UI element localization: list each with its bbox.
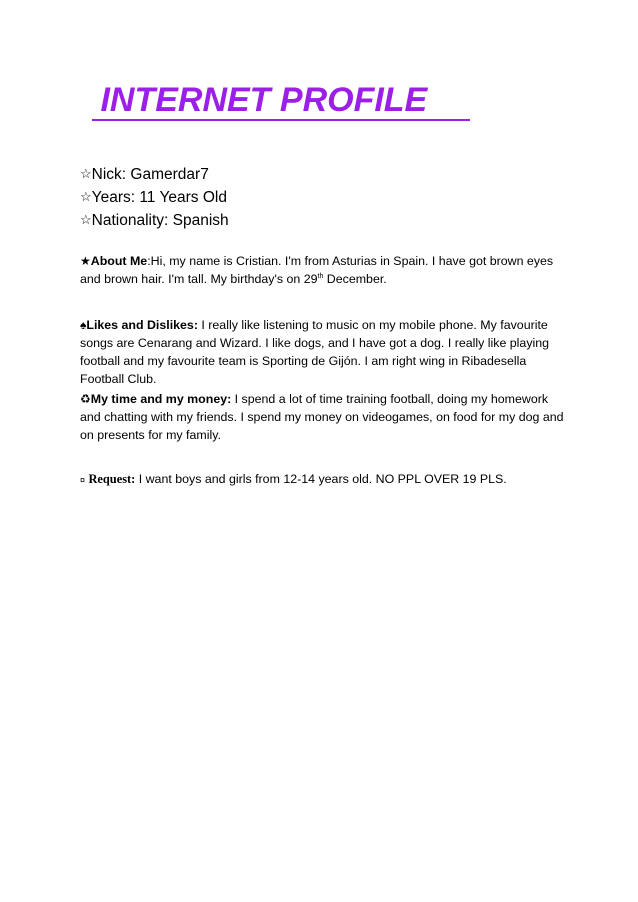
page-title: INTERNET PROFILE	[91, 81, 428, 119]
fact-label: Years:	[91, 189, 136, 206]
likes-dislikes-text: I really like listening to music on my mobile phone. My favourite songs are Cenarang and Wizard. I like dogs, and I have got a dog. I really like playing football and my favourite team is Sporting de Gijón. I am right wing in Ribadesella Football Club.	[80, 318, 550, 386]
request-text: I want boys and girls from 12-14 years old. NO PPL OVER 19 PLS.	[135, 472, 507, 486]
time-money-text: I spend a lot of time training football, doing my homework and chatting with my friends. I spend my money on videogames, on food for my dog and on presents for my family.	[80, 392, 564, 442]
fact-value: 11 Years Old	[135, 189, 227, 206]
star-outline-icon: ☆	[80, 166, 92, 181]
fact-value: Spanish	[168, 212, 229, 229]
profile-facts	[80, 163, 229, 232]
fact-nick	[80, 163, 229, 186]
ordinal-suffix: th	[317, 272, 324, 280]
fact-value: Gamerdar7	[126, 166, 209, 183]
likes-dislikes-heading: Likes and Dislikes:	[86, 318, 198, 332]
likes-dislikes-paragraph	[80, 316, 570, 388]
about-me-heading: About Me	[90, 254, 148, 268]
fact-years	[80, 186, 229, 209]
fact-nationality	[80, 209, 229, 232]
about-me-text-end: December.	[323, 272, 387, 286]
time-money-paragraph	[80, 390, 570, 444]
fact-label: Nick:	[91, 166, 127, 183]
star-outline-icon: ☆	[80, 212, 92, 227]
request-paragraph	[80, 470, 570, 489]
fact-label: Nationality:	[91, 212, 169, 229]
about-me-text: :Hi, my name is Cristian. I'm from Asturias in Spain. I have got brown eyes and brown hair. I'm tall. My birthday's on 29	[80, 254, 554, 286]
star-filled-icon: ★	[80, 254, 91, 268]
title-underline	[92, 119, 470, 121]
spade-icon: ♠	[80, 318, 87, 332]
request-heading: Request:	[88, 472, 136, 486]
request-icon: ¤	[80, 475, 86, 485]
recycle-icon: ♻	[80, 392, 91, 406]
time-money-heading: My time and my money:	[90, 392, 232, 406]
about-me-paragraph	[80, 252, 570, 288]
star-outline-icon: ☆	[80, 189, 92, 204]
